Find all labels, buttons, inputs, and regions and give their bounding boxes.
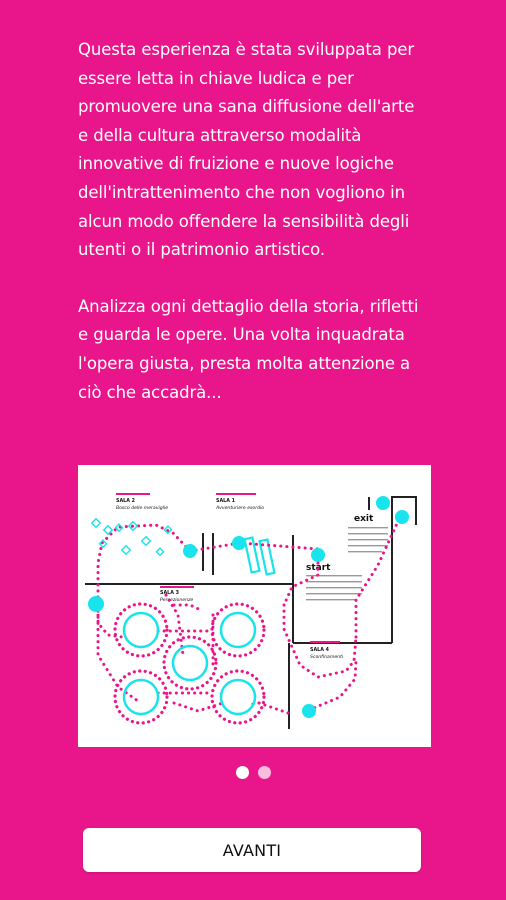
page-indicator <box>0 766 506 779</box>
room-name-4: Sconfinamenti <box>310 655 344 660</box>
room-code-3: SALA 3 <box>160 591 179 596</box>
intro-paragraph-1: Questa esperienza è stata sviluppata per essere letta in chiave ludica e per promuovere una sana diffusione dell'arte e della cultura attraverso modalità innovative di fruizione e nuove logiche dell'intrattenimento che non vogliono in alcun modo offendere la sensibilità degli utenti o il patrimonio artistico. <box>78 40 415 260</box>
exit-label: exit <box>354 514 374 524</box>
start-label: start <box>306 563 331 573</box>
room-name-1: Avventuriere esordio <box>216 506 265 511</box>
room-labels <box>116 493 344 660</box>
artwork-rings <box>115 604 264 723</box>
room-code-4: SALA 4 <box>310 648 329 653</box>
artwork-circles <box>124 613 255 714</box>
room-code-2: SALA 2 <box>116 499 135 504</box>
intro-paragraph-2: Analizza ogni dettaglio della storia, rifletti e guarda le opere. Una volta inquadrata l'opera giusta, presta molta attenzione a ciò che accadrà... <box>78 296 419 402</box>
museum-map-image <box>78 465 431 747</box>
sala2-artwork <box>92 519 172 555</box>
room-name-3: Percezionenze <box>160 598 194 603</box>
room-name-2: Bosco delle meraviglie <box>116 506 169 511</box>
room-code-1: SALA 1 <box>216 499 235 504</box>
next-button[interactable]: AVANTI <box>83 828 421 872</box>
page-dot-1[interactable] <box>236 766 249 779</box>
page-dot-2[interactable] <box>258 766 271 779</box>
intro-text <box>78 36 428 407</box>
museum-map-graphic <box>78 465 431 747</box>
